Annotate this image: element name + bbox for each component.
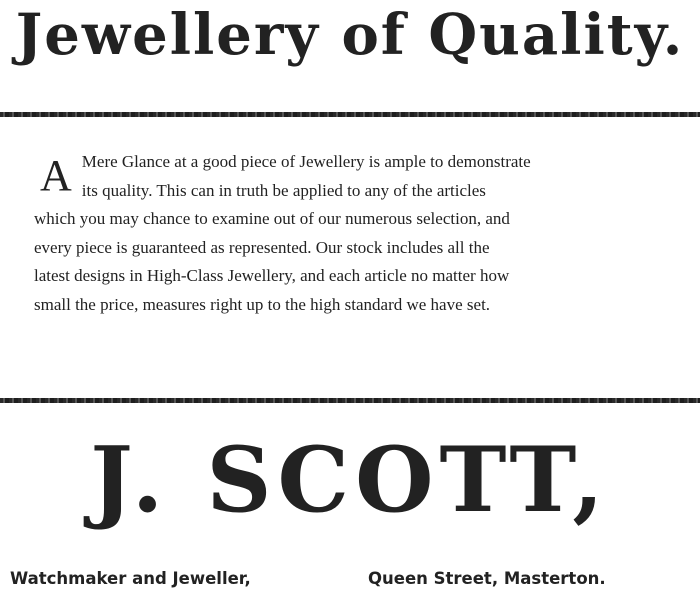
body-line-6: small the price, measures right up to the high standard we have set. (34, 294, 491, 314)
body-line-3: which you may chance to examine out of our numerous selection, and (34, 209, 510, 228)
trade-description: Watchmaker and Jeweller, (10, 569, 251, 588)
bottom-divider (0, 398, 700, 403)
drop-cap: A (40, 151, 72, 200)
top-divider (0, 112, 700, 117)
footer (10, 566, 695, 592)
body-line-1: Mere Glance at a good piece of Jewellery is ample to demonstrate (81, 152, 531, 171)
merchant-name: J. SCOTT, (90, 427, 610, 533)
body-line-5: latest designs in High-Class Jewellery, and each article no matter how (34, 266, 510, 285)
address: Queen Street, Masterton. (368, 569, 606, 588)
headline: Jewellery of Quality. (15, 2, 685, 68)
body-line-4: every piece is guaranteed as represented. Our stock includes all the (34, 237, 490, 257)
body-line-2: its quality. This can in truth be applied to any of the articles (81, 180, 486, 200)
advert-body (34, 148, 666, 319)
